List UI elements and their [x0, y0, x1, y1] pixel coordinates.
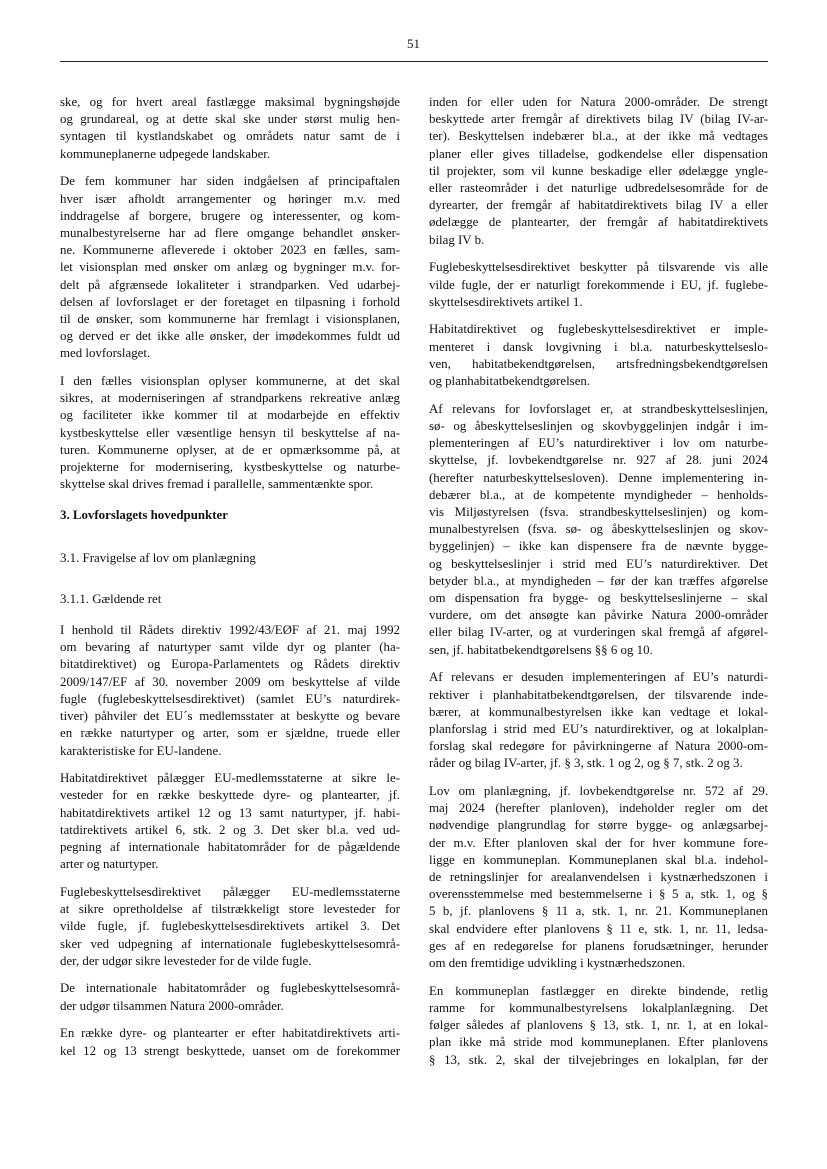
text-line: I henhold til Rådets direktiv 1992/43/EØF af 21. maj 1992 — [60, 623, 400, 638]
paragraph — [60, 622, 400, 760]
text-line: sikres, at moderniseringen af strandparkens rekreative anlæg — [60, 391, 400, 406]
text-line: der, der udgør sikre levesteder for de vilde fugle. — [60, 953, 312, 968]
text-line: plan ikke må stride mod kommuneplanen. Efter planlovens — [429, 1035, 768, 1050]
text-line: ligge en kommuneplan. Kommuneplanen skal bl.a. indehol- — [429, 852, 768, 867]
text-line: projekterne for modernisering, kystbeskyttelse og naturbe- — [60, 460, 400, 475]
right-column — [429, 94, 768, 1079]
paragraph — [60, 884, 400, 970]
text-line: menteret i dansk lovgivning i bl.a. naturbeskyttelseslo- — [429, 339, 768, 354]
text-line: tiver) påhviler det EU´s medlemsstater at beskytte og bevare — [60, 709, 400, 724]
paragraph — [60, 373, 400, 493]
paragraph — [60, 980, 400, 1014]
text-line: skyttelse skal drives fremad i parallelle, sammentænkte spor. — [60, 477, 374, 492]
text-line: om den fremtidige udvikling i kystnærhedszonen. — [429, 956, 686, 971]
text-line: nødvendige plangrundlag for større bygge- og anlægsarbej- — [429, 818, 768, 833]
paragraph — [429, 983, 768, 1069]
section-heading — [60, 507, 400, 524]
text-line: der udgør tilsammen Natura 2000-områder. — [60, 998, 284, 1013]
text-line: delsen af lovforslaget er der foretaget en tilpasning i forhold — [60, 294, 400, 309]
text-line: syntagen til kystlandskabet og områdets natur samt de i — [60, 129, 400, 144]
text-line: der m.v. Efter planloven skal der for hver kommune fore- — [429, 835, 768, 850]
text-line: let visionsplan med ønsker om anlæg og bygninger m.v. for- — [60, 260, 400, 275]
text-line: kel 12 og 13 strengt beskyttede, uanset om de forekommer — [60, 1043, 400, 1058]
text-line: beskyttede arter fremgår af direktivets bilag IV (bilag IV-ar- — [429, 112, 768, 127]
text-line: (herefter naturbeskyttelsesloven). Denne implementering in- — [429, 470, 768, 485]
text-line: overensstemmelse med bestemmelserne i § 5 a, stk. 1, og § — [429, 887, 768, 902]
paragraph — [60, 1025, 400, 1059]
left-column — [60, 94, 400, 1070]
text-line: Habitatdirektivet pålægger EU-medlemsstaterne at sikre le- — [60, 771, 400, 786]
text-line: skal endvidere efter planlovens § 11 e, stk. 1, nr. 11, ledsa- — [429, 921, 768, 936]
paragraph — [60, 770, 400, 873]
paragraph — [60, 173, 400, 362]
text-line: Af relevans er desuden implementeringen af EU’s naturdi- — [429, 670, 768, 685]
text-line: om dispensation fra bygge- og beskyttelseslinjerne – skal — [429, 590, 768, 605]
text-line: bitatdirektivet) og Europa-Parlamentets og Rådets direktiv — [60, 657, 400, 672]
paragraph — [429, 401, 768, 659]
text-line: delt på afgrænsede lokaliteter i strandparken. Ved udarbej- — [60, 277, 400, 292]
text-line: hver især afholdt arrangementer og høringer m.v. med — [60, 191, 400, 206]
text-line: de retningslinjer for arealanvendelsen i kystnærhedszonen i — [429, 870, 768, 885]
text-line: og grundareal, og at dette skal ske under størst mulig hen- — [60, 112, 400, 127]
text-line: ter). Beskyttelsen indebærer bl.a., at der ikke må vedtages — [429, 129, 768, 144]
text-line: om bevaring af naturtyper samt vilde dyr og planter (ha- — [60, 640, 400, 655]
text-line: kystbeskyttelse eller væsentlige hensyn til beskyttelse af na- — [60, 425, 400, 440]
text-line: De fem kommuner har siden indgåelsen af principaftalen — [60, 174, 400, 189]
subsection-heading — [60, 591, 400, 608]
text-line: og derved er det ikke alle ønsker, der imødekommes fuldt ud — [60, 329, 400, 344]
text-line: vilde fugle, der er naturligt forekommende i EU, jf. fuglebe- — [429, 277, 768, 292]
text-line: ne. Kommunerne afleverede i oktober 2023 en fælles, sam- — [60, 243, 400, 258]
text-line: følger således af planlovens § 13, stk. 1, nr. 1, at en lokal- — [429, 1018, 768, 1033]
text-line: debærer bl.a., at de kompetente myndigheder – henholds- — [429, 487, 768, 502]
text-line: munalbestyrelsen (fsva. sø- og åbeskyttelseslinjen og skov- — [429, 522, 768, 537]
text-line: til projekter, som vil kunne beskadige eller ødelægge yngle- — [429, 163, 768, 178]
text-line: bilag IV b. — [429, 232, 485, 247]
text-line: 3.1. Fravigelse af lov om planlægning — [60, 550, 256, 565]
text-line: munalbestyrelserne har ad flere omgange behandlet ønsker- — [60, 225, 400, 240]
text-line: ødelægge de plantearter, der fremgår af habitatdirektivets — [429, 215, 768, 230]
text-line: En række dyre- og plantearter er efter habitatdirektivets arti- — [60, 1026, 400, 1041]
page-number: 51 — [407, 36, 420, 51]
text-line: fugle (fuglebeskyttelsesdirektivet) (samlet EU’s naturdirek- — [60, 691, 400, 706]
text-line: plementeringen af EU’s naturdirektiver i lov om naturbe- — [429, 436, 768, 451]
text-line: inden for eller uden for Natura 2000-områder. De strengt — [429, 95, 768, 109]
text-line: forslag skal redegøre for påvirkningerne af Natura 2000-om- — [429, 739, 768, 754]
subsection-heading — [60, 550, 400, 567]
text-line: til de ønsker, som kommunerne har fremlagt i visionsplanen, — [60, 311, 400, 326]
text-line: eller rasteområder i det naturlige udbredelsesområde for de — [429, 181, 768, 196]
text-line: kommuneplanerne udpegede landskaber. — [60, 146, 271, 161]
paragraph — [429, 669, 768, 772]
text-line: at sikre opretholdelse af tilstrækkeligt store levesteder for — [60, 902, 400, 917]
text-line: ske, og for hvert areal fastlægge maksimal bygningshøjde — [60, 95, 400, 109]
paragraph — [429, 94, 768, 249]
text-line: og beskyttelseslinjer i strid med EU’s naturdirektiver. Det — [429, 556, 768, 571]
paragraph — [429, 321, 768, 390]
text-line: inddragelse af borgere, brugere og interessenter, og kom- — [60, 208, 400, 223]
text-line: ven, habitatbekendtgørelsen, artsfredningsbekendtgørelsen — [429, 356, 768, 371]
text-line: maj 2024 (herefter planloven), indeholder regler om det — [429, 801, 768, 816]
text-line: sker ved udpegning af internationale fuglebeskyttelsesområ- — [60, 936, 400, 951]
paragraph — [60, 94, 400, 163]
text-line: med lovforslaget. — [60, 346, 151, 361]
text-line: vis Miljøstyrelsen (fsva. strandbeskyttelseslinjen) og kom- — [429, 504, 768, 519]
text-line: tatdirektivets artikel 6, stk. 2 og 3. Det sker bl.a. ved ud- — [60, 822, 400, 837]
text-line: byggelinjen) – ikke kan dispensere fra de nævnte bygge- — [429, 539, 768, 554]
text-line: skyttelsesdirektivets artikel 1. — [429, 294, 583, 309]
text-line: habitatdirektivets artikel 12 og 13 samt naturtyper, jf. habi- — [60, 805, 400, 820]
text-line: 3.1.1. Gældende ret — [60, 591, 162, 606]
text-line: pegning af internationale habitatområder for de pågældende — [60, 840, 400, 855]
text-line: sen, jf. habitatbekendtgørelsens §§ 6 og 10. — [429, 642, 653, 657]
text-line: ramme for kommunalbestyrelsens lokalplanlægning. Det — [429, 1000, 768, 1015]
text-line: og planhabitatbekendtgørelsen. — [429, 374, 591, 389]
text-line: Fuglebeskyttelsesdirektivet beskytter på tilsvarende vis alle — [429, 260, 768, 275]
text-line: bærer, at kommunalbestyrelsen ikke kan vedtage et lokal- — [429, 704, 768, 719]
text-line: og faciliteter ikke kommer til at modarbejde en effektiv — [60, 408, 400, 423]
text-line: ges af en redegørelse for planens forudsætninger, herunder — [429, 938, 768, 953]
text-line: Habitatdirektivet og fuglebeskyttelsesdirektivet er imple- — [429, 322, 768, 337]
text-line: En kommuneplan fastlægger en direkte bindende, retlig — [429, 983, 768, 998]
text-line: 5 b, jf. planlovens § 11 a, stk. 1, nr. 21. Kommuneplanen — [429, 904, 768, 919]
text-line: Fuglebeskyttelsesdirektivet pålægger EU-medlemsstaterne — [60, 884, 400, 899]
text-line: skyttelse, jf. lovbekendtgørelse nr. 927 af 28. juni 2024 — [429, 453, 768, 468]
text-line: eller bilag IV-arter, og at vurderingen skal fremgå af afgørel- — [429, 625, 768, 640]
text-line: karakteristiske for EU-landene. — [60, 743, 222, 758]
text-line: vesteder for en række beskyttede dyre- og plantearter, jf. — [60, 788, 400, 803]
text-line: planforslag i strid med EU’s naturdirektiver, og at lokalplan- — [429, 721, 768, 736]
text-line: arter og naturtyper. — [60, 857, 159, 872]
text-line: rektiver i planhabitatbekendtgørelsen, der tilsvarende inde- — [429, 687, 768, 702]
text-line: vilde fugle, jf. fuglebeskyttelsesdirektivets artikel 3. Det — [60, 919, 400, 934]
text-line: I den fælles visionsplan oplyser kommunerne, at det skal — [60, 374, 400, 389]
text-line: betyder bl.a., at myndigheden – før der kan træffes afgørelse — [429, 573, 768, 588]
text-line: turen. Kommunerne oplyser, at de er opmærksomme på, at — [60, 442, 400, 457]
text-line: dyrearter, der fremgår af habitatdirektivets bilag IV a eller — [429, 198, 768, 213]
text-line: Lov om planlægning, jf. lovbekendtgørelse nr. 572 af 29. — [429, 784, 768, 799]
text-line: råder og bilag IV-arter, jf. § 3, stk. 1 og 2, og § 7, stk. 2 og 3. — [429, 756, 743, 771]
text-line: en række naturtyper og arter, som er sjældne, truede eller — [60, 726, 400, 741]
paragraph — [429, 259, 768, 311]
text-line: planer eller gives tilladelse, godkendelse eller dispensation — [429, 146, 768, 161]
text-line: 2009/147/EF af 30. november 2009 om beskyttelse af vilde — [60, 674, 400, 689]
text-line: De internationale habitatområder og fuglebeskyttelsesområ- — [60, 981, 400, 996]
text-line: § 13, stk. 2, skal der tilvejebringes en lokalplan, før der — [429, 1052, 768, 1067]
text-line: Af relevans for lovforslaget er, at strandbeskyttelseslinjen, — [429, 401, 768, 416]
text-line: sø- og åbeskyttelseslinjen og skovbyggelinjen indgår i im- — [429, 418, 768, 433]
text-line: 3. Lovforslagets hovedpunkter — [60, 508, 228, 523]
paragraph — [429, 783, 768, 972]
text-line: vurdere, om det ansøgte kan påvirke Natura 2000-områder — [429, 608, 768, 623]
header-rule — [60, 61, 768, 62]
